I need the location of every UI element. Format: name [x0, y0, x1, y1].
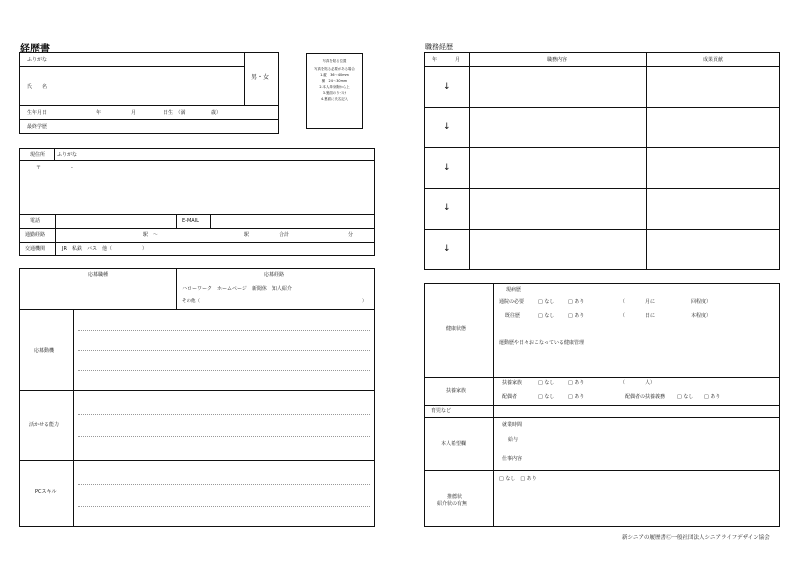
recommendation-options[interactable]: □ なし □ あり — [499, 476, 537, 482]
age-label: 歳） — [211, 110, 222, 116]
other-route-close: ） — [362, 299, 367, 304]
past-yes-checkbox[interactable]: □ あり — [568, 313, 585, 319]
hours-label: 就業時間 — [502, 422, 523, 428]
career-title: 職務経歴 — [425, 43, 453, 51]
exercise-label: 運動歴や日々おこなっている健康管理 — [499, 340, 585, 346]
dependents-yes-checkbox[interactable]: □ あり — [568, 380, 585, 386]
down-arrow-icon: ↓ — [443, 82, 451, 92]
station-from: 駅 〜 — [143, 232, 159, 238]
dependents-none-checkbox[interactable]: □ なし — [538, 380, 555, 386]
year-label: 年 — [96, 110, 102, 116]
email-label: E-MAIL — [182, 218, 199, 224]
writing-line — [78, 350, 370, 351]
divider — [176, 268, 177, 309]
route-options[interactable]: ハローワーク ホームページ 新聞休 知人紹介 — [182, 286, 292, 292]
divider — [424, 470, 780, 471]
day-label: 日生 （満 — [163, 110, 186, 116]
divider — [424, 229, 780, 230]
photo-note: 写真を貼る必要がある場合 — [314, 67, 355, 71]
pc-skills-label: PCスキル — [35, 489, 57, 495]
duties-header: 職務内容 — [547, 57, 568, 63]
divider — [244, 52, 245, 105]
divider — [424, 147, 780, 148]
divider — [646, 52, 647, 270]
divider — [19, 390, 375, 391]
photo-note: 2.本人単身胸から上 — [319, 85, 350, 89]
writing-line — [78, 506, 370, 507]
photo-note: 1.縦 36〜40mm — [320, 73, 349, 77]
education-label: 最終学歴 — [27, 124, 48, 130]
name-block — [19, 52, 279, 134]
position-label: 応募職種 — [88, 272, 109, 278]
dependents-label: 扶養家族 — [502, 380, 523, 386]
photo-note: 横 24〜30mm — [321, 79, 348, 83]
divider — [55, 214, 56, 256]
past-illness-label: 既往歴 — [505, 313, 521, 319]
transport-options[interactable]: JR 私鉄 バス 他（ ） — [62, 246, 147, 252]
past-frequency: （ 日に — [620, 313, 656, 319]
spouse-duty-none-checkbox[interactable]: □ なし — [677, 394, 694, 400]
past-none-checkbox[interactable]: □ なし — [538, 313, 555, 319]
furigana-label: ふりがな — [27, 57, 48, 63]
photo-note: 3.裏面のりづけ — [322, 91, 347, 95]
postal-dash: - — [71, 165, 73, 171]
birth-label: 生年月日 — [27, 110, 48, 116]
referral-label: 紹介状の有無 — [437, 501, 468, 507]
spouse-duty-label: 配偶者の扶養義務 — [625, 394, 666, 400]
other-route-label: その他（ — [182, 299, 200, 304]
divider — [19, 66, 244, 67]
resume-title: 経歴書 — [20, 44, 50, 55]
writing-line — [78, 414, 370, 415]
address-furigana: ふりがな — [57, 152, 78, 158]
address-label: 現住所 — [30, 152, 46, 158]
postal-mark: 〒 — [36, 165, 42, 171]
commute-label: 通勤経路 — [25, 232, 46, 238]
divider — [73, 309, 74, 527]
writing-line — [78, 370, 370, 371]
divider — [210, 214, 211, 228]
down-arrow-icon: ↓ — [443, 203, 451, 213]
photo-box[interactable] — [306, 53, 363, 129]
hospital-times: 回程度） — [691, 299, 712, 305]
past-degree: 本程度） — [691, 313, 712, 319]
footer-copyright: 新シニアの履歴書Ⓒ一般社団法人シニアライフデザイン協会 — [622, 535, 770, 541]
spouse-yes-checkbox[interactable]: □ あり — [568, 394, 585, 400]
motivation-label: 応募動機 — [34, 348, 55, 354]
down-arrow-icon: ↓ — [443, 244, 451, 254]
spouse-duty-yes-checkbox[interactable]: □ あり — [704, 394, 721, 400]
results-header: 成果貢献 — [703, 57, 724, 63]
station-to: 駅 — [244, 232, 250, 238]
divider — [19, 242, 375, 243]
down-arrow-icon: ↓ — [443, 163, 451, 173]
skills-label: 活かせる能力 — [29, 422, 60, 428]
divider — [469, 52, 470, 270]
hospital-frequency: （ 月に — [620, 299, 656, 305]
divider — [19, 160, 375, 161]
transport-label: 交通機関 — [25, 246, 46, 252]
minutes-label: 分 — [348, 232, 354, 238]
total-label: 合計 — [279, 232, 290, 238]
writing-line — [78, 330, 370, 331]
route-label: 応募経路 — [264, 272, 285, 278]
career-table — [424, 52, 780, 270]
wishes-label: 本人希望欄 — [441, 441, 467, 447]
divider — [424, 188, 780, 189]
salary-label: 給与 — [508, 437, 519, 443]
current-illness-label: 現病歴 — [506, 287, 522, 293]
dependents-count: （ 人） — [620, 380, 656, 386]
divider — [424, 405, 780, 406]
divider — [19, 460, 375, 461]
divider — [424, 66, 780, 67]
spouse-none-checkbox[interactable]: □ なし — [538, 394, 555, 400]
spouse-label: 配偶者 — [502, 394, 518, 400]
family-label: 扶養家族 — [446, 388, 467, 394]
photo-note: 4.裏面に氏名記入 — [321, 97, 348, 101]
divider — [54, 148, 55, 160]
writing-line — [78, 484, 370, 485]
job-label: 仕事内容 — [502, 456, 523, 462]
career-year-header: 年 — [432, 57, 438, 63]
recommendation-label: 推薦状 — [447, 494, 463, 500]
writing-line — [78, 436, 370, 437]
divider — [19, 119, 279, 120]
divider — [424, 417, 780, 418]
hospital-yes-checkbox[interactable]: □ あり — [568, 299, 585, 305]
phone-label: 電話 — [30, 218, 41, 224]
divider — [19, 105, 279, 106]
hospital-none-checkbox[interactable]: □ なし — [538, 299, 555, 305]
gender-field[interactable]: 男・女 — [251, 74, 270, 81]
divider — [176, 214, 177, 228]
photo-note: 写真を貼る位置 — [322, 59, 347, 63]
down-arrow-icon: ↓ — [443, 122, 451, 132]
divider — [19, 214, 375, 215]
divider — [424, 377, 780, 378]
divider — [19, 228, 375, 229]
name-label: 氏 名 — [27, 84, 48, 90]
health-label: 健康状態 — [446, 326, 467, 332]
hospital-label: 通院の必要 — [499, 299, 525, 305]
childcare-label: 育児など — [431, 408, 452, 414]
career-month-header: 月 — [455, 57, 461, 63]
month-label: 月 — [131, 110, 137, 116]
divider — [424, 107, 780, 108]
